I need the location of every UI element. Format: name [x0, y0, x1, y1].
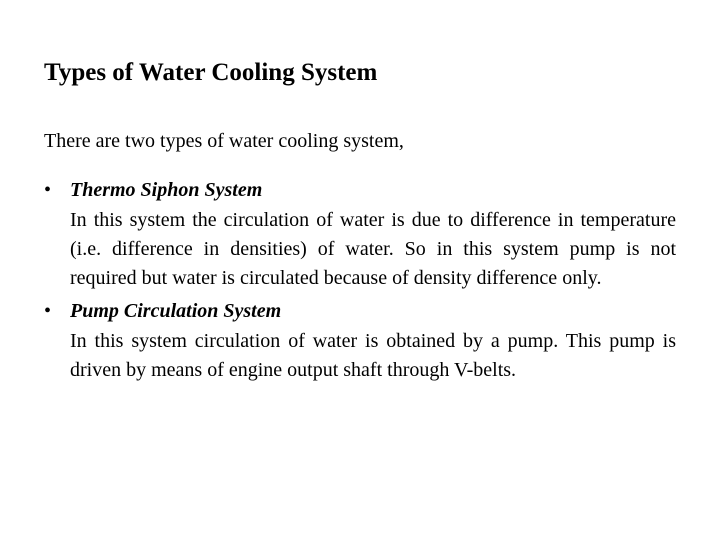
bullet-item-thermo-siphon: [44, 176, 676, 293]
bullet-body: In this system the circulation of water is due to difference in temperature (i.e. difference in densities) of water. So in this system pump is not required but water is circulated because of density difference only.: [70, 209, 676, 289]
bullet-item-pump-circulation: [44, 297, 676, 385]
bullet-body: In this system circulation of water is obtained by a pump. This pump is driven by means of engine output shaft through V-belts.: [70, 330, 676, 381]
bullet-marker-icon: •: [44, 300, 52, 322]
intro-text: There are two types of water cooling system,: [44, 130, 404, 152]
bullet-marker-icon: •: [44, 179, 52, 201]
bullet-list: [44, 176, 676, 385]
bullet-heading: Pump Circulation System: [70, 300, 282, 322]
slide-title: Types of Water Cooling System: [44, 59, 378, 86]
bullet-heading: Thermo Siphon System: [70, 179, 263, 201]
